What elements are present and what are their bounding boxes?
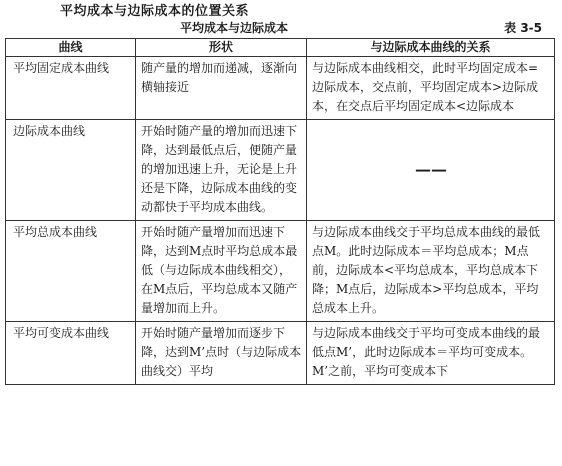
row-curve: 平均总成本曲线 [6,221,136,322]
row-curve: 平均固定成本曲线 [6,57,136,120]
row-shape: 开始时随产量的增加而迅速下降，达到最低点后，便随产量的增加迅速上升，无论是上升还是下降，边际成本曲线的变动都快于平均成本曲线。 [136,120,307,221]
row-relation: 与边际成本曲线相交，此时平均固定成本=边际成本，交点前，平均固定成本>边际成本，在交点后平均固定成本<边际成本 [307,57,555,120]
row-curve: 平均可变成本曲线 [6,322,136,385]
row-relation-text: 与边际成本曲线交于平均可变成本曲线的最低点M’，此时边际成本＝平均可变成本。M’之前，平均可变成本下 [312,326,541,378]
row-shape: 开始时随产量增加而迅速下降，达到M点时平均总成本最低（与边际成本曲线相交），在M点后，平均总成本又随产量增加而上升。 [136,221,307,322]
row-relation [307,322,555,385]
header-shape: 形状 [136,39,307,57]
table-row [6,221,555,322]
row-relation: 与边际成本曲线交于平均总成本曲线的最低点M。此时边际成本＝平均总成本；M点前，边际成本<平均总成本，平均总成本下降；M点后，边际成本>平均总成本，平均总成本上升。 [307,221,555,322]
row-shape: 随产量的增加而递减，逐渐向横轴接近 [136,57,307,120]
table-row [6,120,555,221]
row-shape-text: 开始时随产量增加而逐步下降，达到M’点时（与边际成本曲线交）平均 [141,326,302,378]
header-curve: 曲线 [6,39,136,57]
table-number: 表 3-5 [504,21,542,35]
header-relation: 与边际成本曲线的关系 [307,39,555,57]
cost-relationship-table [5,38,555,385]
row-shape [136,322,307,385]
table-header-row [6,39,555,57]
table-title: 平均成本与边际成本 [180,21,289,35]
table-row [6,57,555,120]
section-heading: 平均成本与边际成本的位置关系 [60,4,250,19]
row-relation: —— [307,120,555,221]
row-curve: 边际成本曲线 [6,120,136,221]
table-caption [0,19,562,37]
table-row [6,322,555,385]
